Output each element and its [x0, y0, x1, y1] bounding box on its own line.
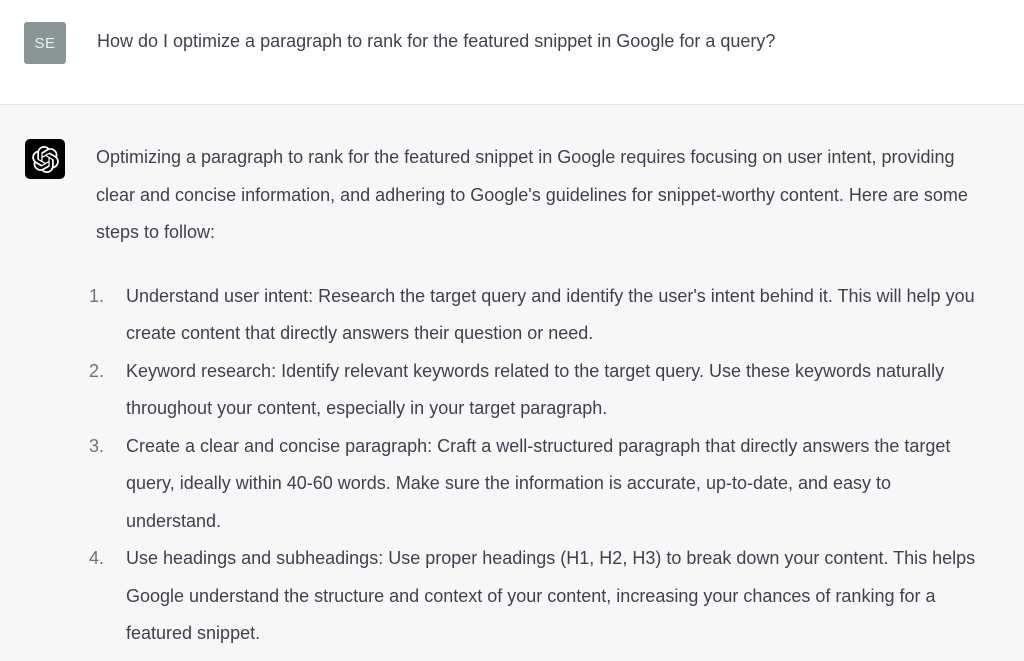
user-message: [0, 0, 1024, 104]
list-item-text: Use headings and subheadings: Use proper headings (H1, H2, H3) to break down your content. This helps Google understand the structure and context of your content, increasing your chances of ranking for a featured snippet.: [126, 548, 976, 643]
list-item-number: 2.: [89, 360, 105, 381]
user-avatar: SE: [24, 22, 66, 64]
list-item: [89, 428, 976, 541]
list-item-number: 1.: [89, 285, 105, 306]
list-item: [89, 278, 976, 353]
list-item-text: Keyword research: Identify relevant keywords related to the target query. Use these keywords naturally throughout your content, especially in your target paragraph.: [126, 360, 945, 418]
list-item-number: 3.: [89, 435, 105, 456]
chatgpt-avatar: [25, 139, 65, 179]
openai-logo-icon: [32, 146, 59, 173]
list-item-text: Understand user intent: Research the target query and identify the user's intent behind it. This will help you create content that directly answers their question or need.: [126, 285, 975, 343]
list-item-text: Create a clear and concise paragraph: Craft a well-structured paragraph that directly answers the target query, ideally within 40-60 words. Make sure the information is accurate, up-to-date, and easy to understand.: [126, 435, 951, 531]
list-item: [89, 353, 976, 428]
assistant-intro: Optimizing a paragraph to rank for the featured snippet in Google requires focusing on user intent, providing clear and concise information, and adhering to Google's guidelines for snippet-worthy content. Here are some steps to follow:: [96, 147, 968, 242]
user-message-text: How do I optimize a paragraph to rank for the featured snippet in Google for a query?: [97, 31, 776, 51]
list-item-number: 4.: [89, 548, 105, 568]
assistant-message-body: [89, 139, 976, 653]
steps-list: [89, 278, 976, 653]
list-item: [89, 540, 976, 653]
assistant-message: [0, 104, 1024, 661]
